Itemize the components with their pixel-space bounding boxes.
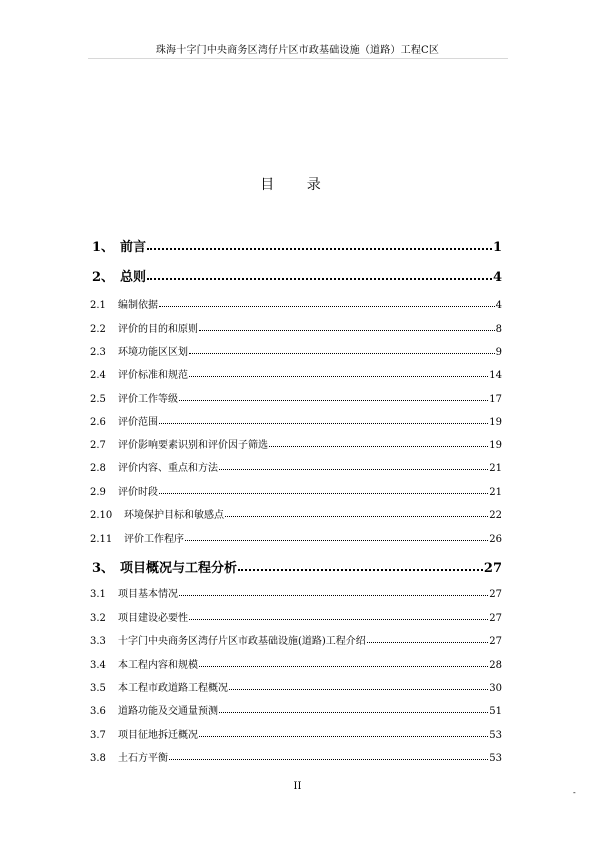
toc-entry-page: 4 bbox=[495, 300, 502, 311]
toc-entry[interactable] bbox=[90, 530, 502, 544]
toc-leader-dots bbox=[169, 759, 488, 760]
toc-entry-page: 21 bbox=[489, 463, 502, 474]
toc-entry[interactable] bbox=[90, 749, 502, 763]
toc-entry-page: 27 bbox=[483, 561, 502, 576]
toc-entry-number: 3、 bbox=[92, 561, 115, 576]
toc-entry[interactable] bbox=[90, 366, 502, 380]
toc-entry-label: 评价的目的和原则 bbox=[118, 324, 198, 335]
toc-entry-label: 项目基本情况 bbox=[118, 589, 178, 600]
toc-entry-page: 14 bbox=[489, 370, 502, 381]
header-rule bbox=[88, 58, 508, 59]
toc-entry-number: 2.3 bbox=[90, 347, 106, 358]
toc-leader-dots bbox=[219, 469, 488, 470]
toc-title: 目 录 bbox=[260, 177, 335, 193]
toc-entry-page: 22 bbox=[489, 510, 502, 521]
toc-leader-dots bbox=[238, 569, 483, 571]
toc-entry-label: 评价工作程序 bbox=[124, 534, 184, 545]
toc-entry[interactable] bbox=[90, 390, 502, 404]
toc-entry-number: 2.7 bbox=[90, 440, 106, 451]
toc-entry[interactable] bbox=[90, 320, 502, 334]
toc-entry[interactable] bbox=[90, 656, 502, 670]
toc-leader-dots bbox=[199, 736, 488, 737]
toc-entry-label: 环境功能区区划 bbox=[118, 347, 188, 358]
toc-entry-page: 19 bbox=[489, 417, 502, 428]
toc-leader-dots bbox=[179, 400, 488, 401]
toc-entry-page: 21 bbox=[489, 487, 502, 498]
toc-leader-dots bbox=[199, 666, 488, 667]
toc-entry-page: 17 bbox=[489, 394, 502, 405]
toc-entry-number: 2.11 bbox=[90, 534, 113, 545]
toc-entry-number: 3.8 bbox=[90, 753, 106, 764]
toc-entry[interactable] bbox=[92, 557, 502, 575]
toc-entry-page: 51 bbox=[489, 706, 502, 717]
toc-entry-page: 1 bbox=[492, 240, 502, 255]
toc-entry-page: 26 bbox=[489, 534, 502, 545]
toc-leader-dots bbox=[367, 642, 488, 643]
toc-entry-page: 19 bbox=[489, 440, 502, 451]
toc-leader-dots bbox=[159, 306, 495, 307]
toc-entry[interactable] bbox=[92, 266, 502, 284]
toc-entry-label: 前言 bbox=[120, 240, 147, 255]
toc-entry-label: 总则 bbox=[120, 270, 147, 285]
toc-leader-dots bbox=[179, 595, 488, 596]
toc-entry-number: 3.3 bbox=[90, 636, 106, 647]
toc-entry[interactable] bbox=[92, 236, 502, 254]
toc-entry-page: 4 bbox=[492, 270, 502, 285]
toc-entry-label: 评价时段 bbox=[118, 487, 158, 498]
toc-entry-number: 2.9 bbox=[90, 487, 106, 498]
page-number: II bbox=[293, 781, 302, 792]
toc-entry-number: 3.2 bbox=[90, 613, 106, 624]
toc-leader-dots bbox=[189, 353, 495, 354]
toc-entry-label: 十字门中央商务区湾仔片区市政基础设施(道路)工程介绍 bbox=[118, 636, 366, 647]
toc-entry-label: 编制依据 bbox=[118, 300, 158, 311]
toc-entry[interactable] bbox=[90, 483, 502, 497]
toc-entry-number: 2、 bbox=[92, 270, 115, 285]
toc-entry[interactable] bbox=[90, 679, 502, 693]
toc-entry-number: 1、 bbox=[92, 240, 115, 255]
toc-leader-dots bbox=[189, 376, 488, 377]
toc-entry[interactable] bbox=[90, 459, 502, 473]
toc-entry-page: 30 bbox=[489, 683, 502, 694]
toc-entry-label: 评价内容、重点和方法 bbox=[118, 463, 218, 474]
toc-entry-label: 土石方平衡 bbox=[118, 753, 168, 764]
toc-entry-label: 评价影响要素识别和评价因子筛选 bbox=[118, 440, 268, 451]
toc-entry[interactable] bbox=[90, 726, 502, 740]
toc-entry-label: 本工程市政道路工程概况 bbox=[118, 683, 228, 694]
toc-entry[interactable] bbox=[90, 413, 502, 427]
toc-entry-page: 9 bbox=[495, 347, 502, 358]
toc-leader-dots bbox=[219, 712, 488, 713]
toc-entry[interactable] bbox=[90, 506, 502, 520]
toc-leader-dots bbox=[225, 516, 488, 517]
toc-entry-number: 3.4 bbox=[90, 660, 106, 671]
toc-entry-page: 27 bbox=[489, 613, 502, 624]
toc-entry[interactable] bbox=[90, 632, 502, 646]
toc-entry[interactable] bbox=[90, 702, 502, 716]
toc-entry-label: 项目建设必要性 bbox=[118, 613, 188, 624]
toc-entry-label: 项目征地拆迁概况 bbox=[118, 730, 198, 741]
toc-entry-label: 本工程内容和规模 bbox=[118, 660, 198, 671]
toc-leader-dots bbox=[147, 248, 492, 250]
toc-entry-label: 项目概况与工程分析 bbox=[120, 561, 238, 576]
toc-entry-number: 2.1 bbox=[90, 300, 106, 311]
toc-entry-number: 2.8 bbox=[90, 463, 106, 474]
toc-entry-page: 28 bbox=[489, 660, 502, 671]
toc-entry-number: 3.6 bbox=[90, 706, 106, 717]
toc-leader-dots bbox=[159, 493, 488, 494]
toc-leader-dots bbox=[269, 446, 488, 447]
toc-entry[interactable] bbox=[90, 343, 502, 357]
toc-leader-dots bbox=[199, 330, 495, 331]
toc-leader-dots bbox=[159, 423, 488, 424]
toc-entry-label: 道路功能及交通量预测 bbox=[118, 706, 218, 717]
toc-entry-page: 27 bbox=[489, 636, 502, 647]
toc-entry[interactable] bbox=[90, 436, 502, 450]
toc-entry-number: 3.5 bbox=[90, 683, 106, 694]
toc-entry-number: 2.2 bbox=[90, 324, 106, 335]
toc-entry[interactable] bbox=[90, 585, 502, 599]
toc-entry-page: 53 bbox=[489, 753, 502, 764]
toc-entry-label: 评价工作等级 bbox=[118, 394, 178, 405]
toc-entry-page: 27 bbox=[489, 589, 502, 600]
toc-leader-dots bbox=[189, 619, 488, 620]
toc-entry-number: 3.7 bbox=[90, 730, 106, 741]
toc-entry-page: 53 bbox=[489, 730, 502, 741]
toc-entry-label: 评价范围 bbox=[118, 417, 158, 428]
toc-entry[interactable] bbox=[90, 296, 502, 310]
toc-leader-dots bbox=[147, 278, 492, 280]
corner-mark: - bbox=[573, 788, 576, 797]
page-header: 珠海十字门中央商务区湾仔片区市政基础设施（道路）工程C区 bbox=[155, 45, 440, 56]
toc-entry-number: 2.6 bbox=[90, 417, 106, 428]
toc-entry-label: 评价标准和规范 bbox=[118, 370, 188, 381]
toc-entry[interactable] bbox=[90, 609, 502, 623]
toc-leader-dots bbox=[185, 540, 488, 541]
toc-entry-number: 2.4 bbox=[90, 370, 106, 381]
toc-entry-number: 2.10 bbox=[90, 510, 113, 521]
toc-entry-number: 3.1 bbox=[90, 589, 106, 600]
toc-entry-page: 8 bbox=[495, 324, 502, 335]
toc-leader-dots bbox=[229, 689, 488, 690]
toc-entry-number: 2.5 bbox=[90, 394, 106, 405]
toc-entry-label: 环境保护目标和敏感点 bbox=[124, 510, 224, 521]
